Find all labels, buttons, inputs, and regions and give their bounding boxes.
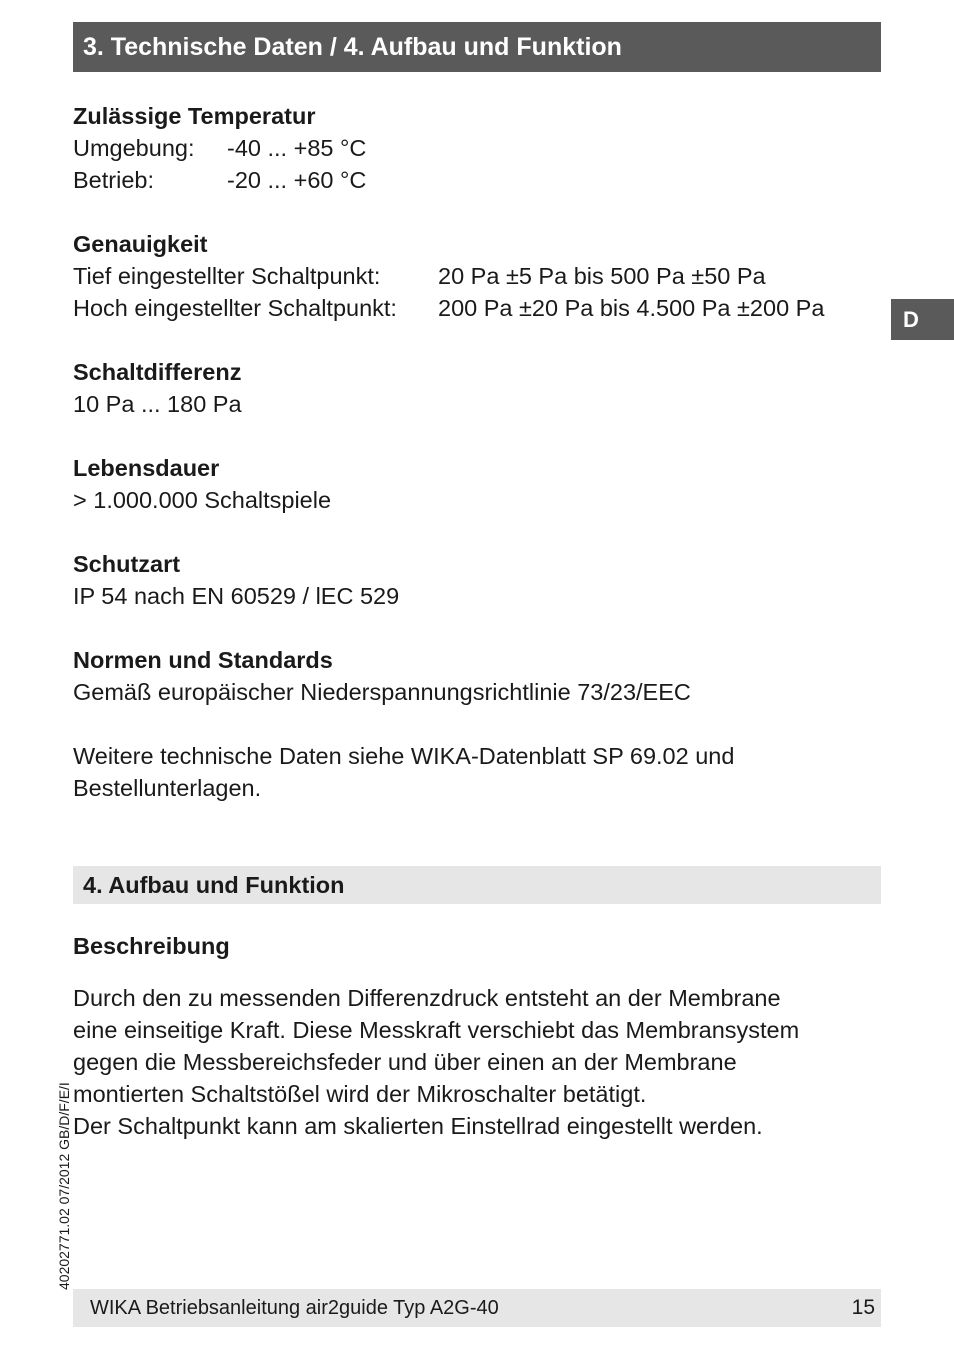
- page-number: 15: [851, 1296, 875, 1319]
- lifetime-value: > 1.000.000 Schaltspiele: [73, 487, 332, 513]
- description-line: gegen die Messbereichsfeder und über einen an der Membrane: [73, 1049, 737, 1075]
- lifetime-heading: Lebensdauer: [73, 455, 220, 481]
- description-heading: Beschreibung: [73, 933, 230, 959]
- standards-section: [73, 644, 873, 708]
- temperature-value: -20 ... +60 °C: [227, 167, 367, 193]
- accuracy-row-low: [73, 260, 873, 292]
- temperature-label: Umgebung:: [73, 135, 195, 161]
- page-footer: [73, 1289, 881, 1327]
- accuracy-heading: Genauigkeit: [73, 231, 208, 257]
- temperature-label: Betrieb:: [73, 167, 154, 193]
- standards-heading: Normen und Standards: [73, 647, 333, 673]
- description-line: Durch den zu messenden Differenzdruck entsteht an der Membrane: [73, 985, 781, 1011]
- protection-value: IP 54 nach EN 60529 / lEC 529: [73, 583, 400, 609]
- temperature-row-ambient: [73, 132, 873, 164]
- protection-heading: Schutzart: [73, 551, 181, 577]
- accuracy-label: Tief eingestellter Schaltpunkt:: [73, 263, 381, 289]
- temperature-value: -40 ... +85 °C: [227, 135, 367, 161]
- temperature-section: [73, 100, 873, 196]
- switching-difference-heading: Schaltdifferenz: [73, 359, 242, 385]
- footer-text: WIKA Betriebsanleitung air2guide Typ A2G-40: [90, 1297, 499, 1319]
- accuracy-value: 200 Pa ±20 Pa bis 4.500 Pa ±200 Pa: [438, 295, 825, 321]
- accuracy-value: 20 Pa ±5 Pa bis 500 Pa ±50 Pa: [438, 263, 766, 289]
- page-header-title: 3. Technische Daten / 4. Aufbau und Funktion: [73, 22, 881, 72]
- switching-difference-value: 10 Pa ... 180 Pa: [73, 391, 242, 417]
- accuracy-label: Hoch eingestellter Schaltpunkt:: [73, 295, 397, 321]
- further-info-line: Bestellunterlagen.: [73, 775, 262, 801]
- language-tab-d: D: [891, 299, 954, 340]
- temperature-row-operation: [73, 164, 873, 196]
- description-line: Der Schaltpunkt kann am skalierten Einstellrad eingestellt werden.: [73, 1113, 763, 1139]
- description-section: [73, 930, 873, 1142]
- description-line: montierten Schaltstößel wird der Mikroschalter betätigt.: [73, 1081, 647, 1107]
- lifetime-section: [73, 452, 873, 516]
- technical-data-content: [73, 100, 873, 804]
- section-title-aufbau-funktion: 4. Aufbau und Funktion: [73, 866, 881, 904]
- accuracy-row-high: [73, 292, 873, 324]
- accuracy-section: [73, 228, 873, 324]
- temperature-heading: Zulässige Temperatur: [73, 103, 316, 129]
- further-info-line: Weitere technische Daten siehe WIKA-Datenblatt SP 69.02 und: [73, 743, 735, 769]
- protection-section: [73, 548, 873, 612]
- further-info-paragraph: [73, 740, 873, 804]
- standards-value: Gemäß europäischer Niederspannungsrichtlinie 73/23/EEC: [73, 679, 691, 705]
- document-code: 40202771.02 07/2012 GB/D/F/E/I: [56, 1082, 72, 1290]
- description-line: eine einseitige Kraft. Diese Messkraft verschiebt das Membransystem: [73, 1017, 800, 1043]
- switching-difference-section: [73, 356, 873, 420]
